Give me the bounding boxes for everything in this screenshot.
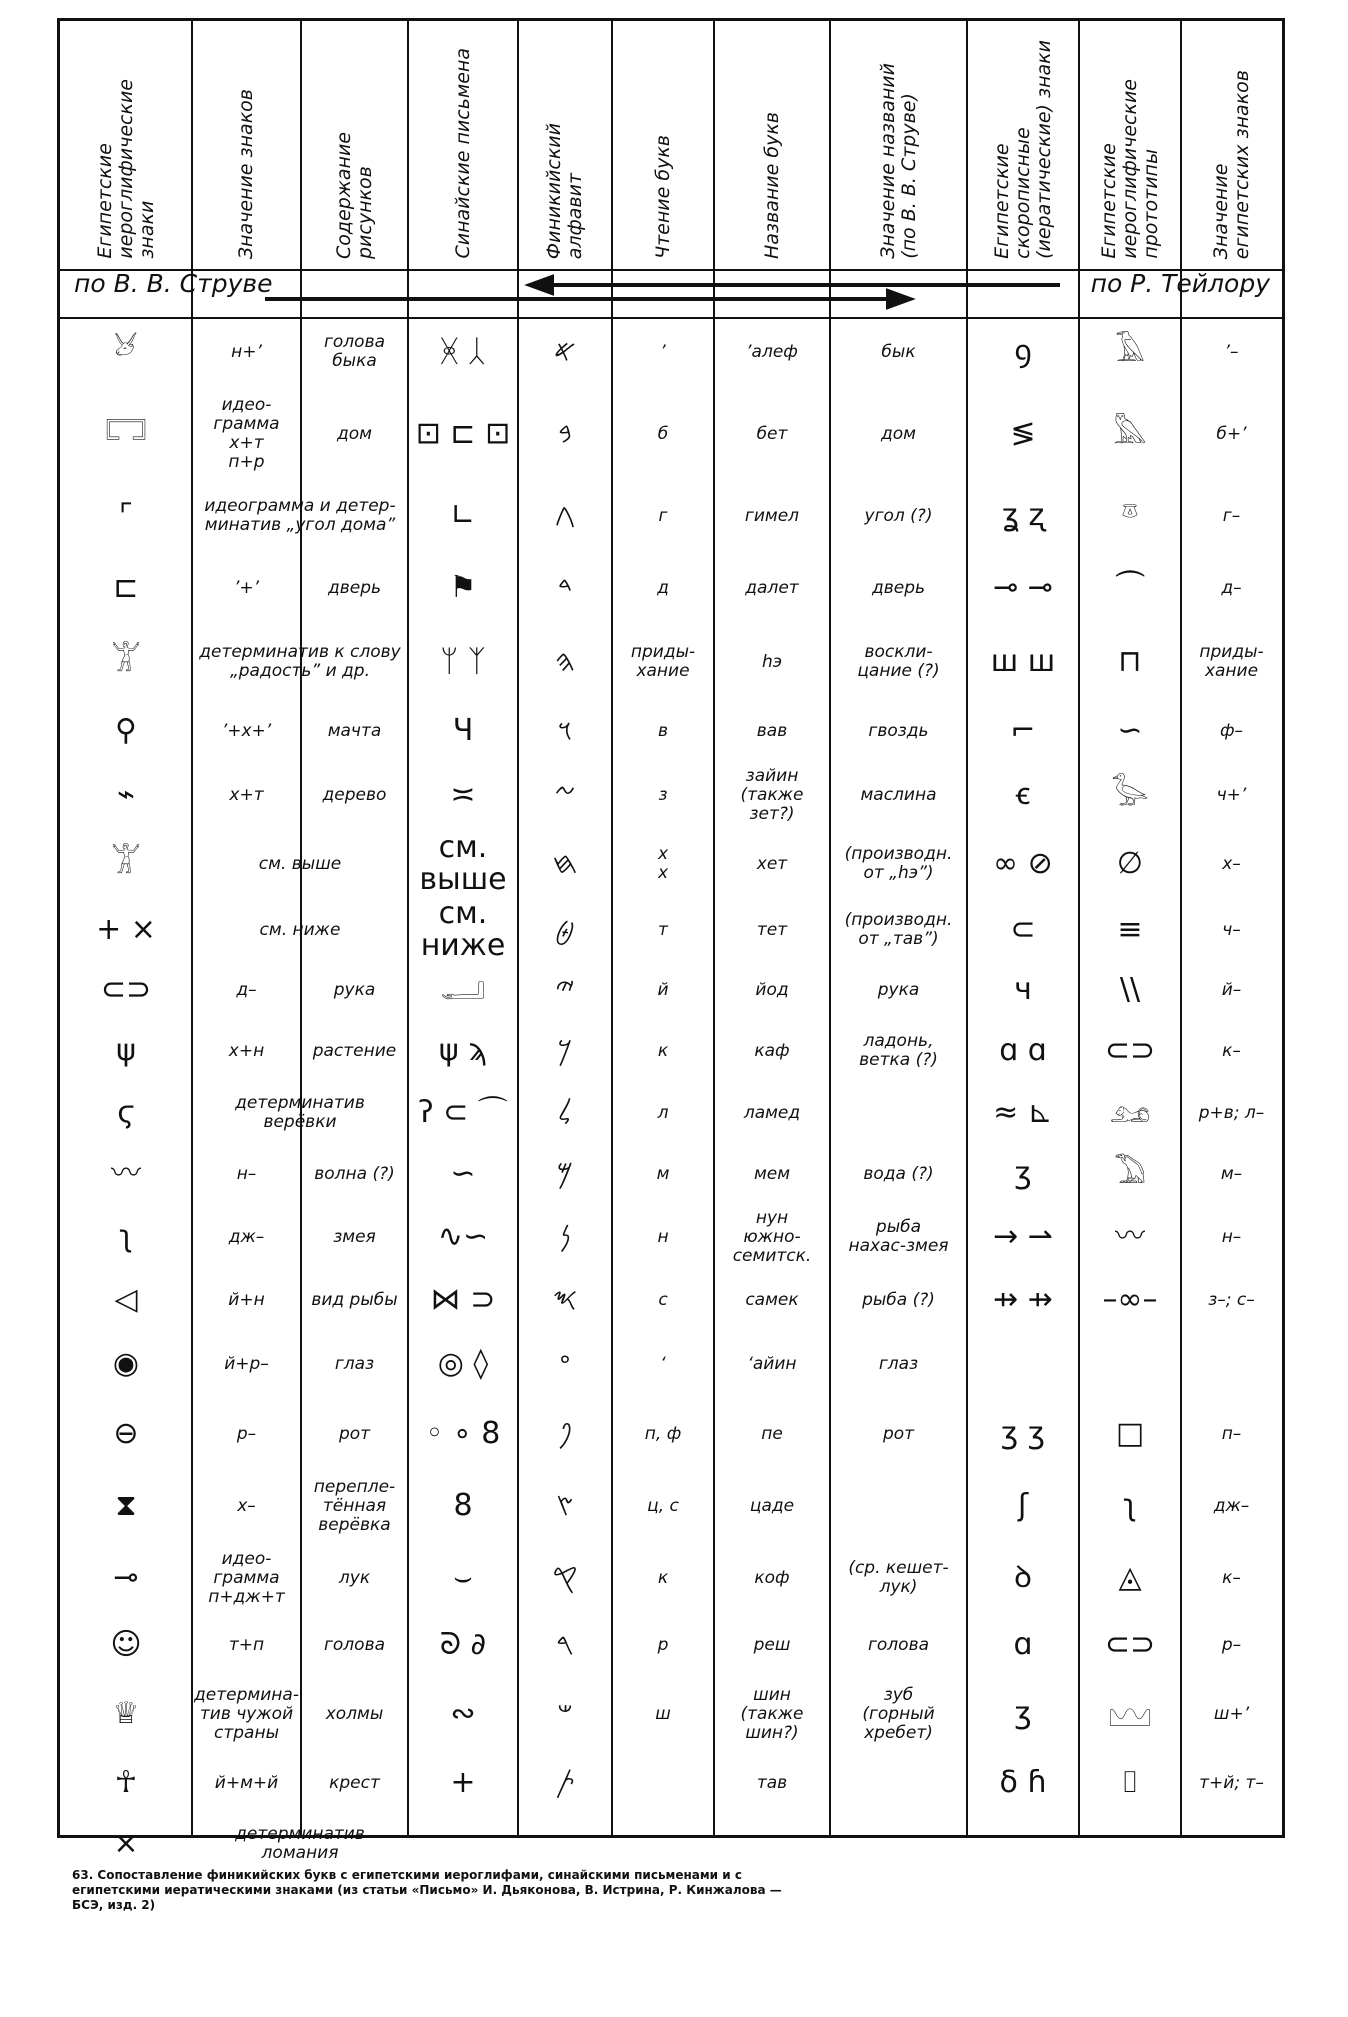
table-cell: ⊓ — [1118, 644, 1142, 679]
table-cell: растение — [312, 1040, 397, 1061]
table-cell: ⊂⊃ — [1104, 1033, 1156, 1068]
table-cell: рот — [882, 1423, 915, 1444]
table-cell: рот — [338, 1423, 371, 1444]
table-cell: й+р– — [224, 1353, 269, 1374]
table-cell: ◬ — [1118, 1560, 1142, 1595]
table-cell: 𐤍 — [559, 1219, 571, 1254]
table-cell: 𓅓 — [1113, 416, 1147, 451]
table-cell: ч– — [1222, 919, 1241, 940]
table-cell: 〰 — [111, 1156, 141, 1191]
table-cell: ш ш — [990, 644, 1056, 679]
table-cell: р+в; л– — [1198, 1102, 1265, 1123]
table-cell: холмы — [325, 1703, 384, 1724]
table-cell: ’ — [660, 341, 666, 362]
table-cell: ∽ — [450, 1156, 476, 1191]
table-cell: детерминатив к слову „радость” и др. — [199, 642, 401, 681]
table-cell: мем — [753, 1163, 791, 1184]
table-cell: 𓃭 — [1109, 1095, 1151, 1130]
table-cell: н — [657, 1226, 669, 1247]
table-cell: 𓅐 — [1114, 1156, 1146, 1191]
table-cell: ладонь, ветка (?) — [859, 1031, 938, 1070]
table-cell: ∽ — [1117, 713, 1143, 748]
table-cell: лук — [338, 1567, 371, 1588]
table-cell: 𐤈 — [555, 912, 575, 947]
table-cell: 𓎼 — [1121, 498, 1139, 533]
table-cell: ʔ ⊂ ⌒ — [418, 1095, 508, 1130]
table-cell: ⊸ ⊸ — [993, 570, 1053, 605]
table-cell: ⌐ — [1010, 713, 1036, 748]
table-cell: вав — [756, 720, 788, 741]
table-cell: ≍ — [450, 777, 476, 812]
table-cell: к — [657, 1040, 669, 1061]
table-cell: □ — [1115, 1416, 1145, 1451]
table-cell: (производн. от „тав”) — [844, 910, 953, 949]
table-cell: глаз — [334, 1353, 375, 1374]
table-cell: реш — [753, 1634, 791, 1655]
table-cell: голова — [323, 1634, 386, 1655]
table-cell: приды- хание — [1199, 642, 1264, 681]
table-cell: 𓅭 — [1111, 777, 1149, 812]
table-cell: 8 — [453, 1488, 473, 1523]
table-cell: ц, с — [647, 1495, 679, 1516]
column-header — [967, 29, 1079, 259]
table-cell: ⇸ ⇸ — [993, 1282, 1053, 1317]
column-header — [612, 29, 714, 259]
column-header-label: Финикийский алфавит — [543, 122, 586, 259]
table-cell: (производн. от „hэ”) — [844, 844, 953, 883]
table-cell: далет — [745, 577, 799, 598]
table-cell: дом — [881, 423, 916, 444]
table-cell: ϛ — [117, 1095, 135, 1130]
table-cell: идео- грамма х+т п+р — [213, 395, 280, 472]
table-cell: хет — [756, 853, 788, 874]
table-cell: 𐤑 — [556, 1488, 574, 1523]
table-cell: голова — [867, 1634, 930, 1655]
table-cell: дверь — [871, 577, 926, 598]
table-cell: ⌣ — [453, 1560, 473, 1595]
table-cell: д — [657, 577, 669, 598]
table-cell: ꝯ — [1014, 334, 1032, 369]
table-cell: бет — [756, 423, 788, 444]
table-cell: hэ — [761, 651, 783, 672]
table-cell: ≶ — [1010, 416, 1036, 451]
table-cell: ʃ — [1017, 1488, 1029, 1523]
table-cell: з–; с– — [1208, 1289, 1255, 1310]
table-cell: 𐤊 — [557, 1033, 573, 1068]
table-cell: дверь — [327, 577, 382, 598]
table-cell: й+н — [228, 1289, 265, 1310]
table-cell: маслина — [860, 784, 937, 805]
table-cell: волна (?) — [314, 1163, 395, 1184]
column-header-label: Синайские письмена — [451, 48, 474, 259]
column-header-label: Чтение букв — [651, 135, 674, 259]
table-cell: цаде — [749, 1495, 795, 1516]
table-cell: ◎ ◊ — [437, 1346, 489, 1381]
column-header-label: Египетские иероглифические знаки — [93, 79, 158, 259]
table-cell: ʒ — [1014, 1696, 1032, 1731]
column-header — [301, 29, 408, 259]
table-cell: 𐤌 — [556, 1156, 574, 1191]
table-cell: ∾ — [450, 1696, 476, 1731]
table-cell: тет — [756, 919, 788, 940]
table-cell: ⊂⊃ — [1104, 1627, 1156, 1662]
table-cell: 𓃾 — [114, 334, 138, 369]
table-cell: ψ ϡ — [438, 1033, 488, 1068]
table-cell: ’– — [1224, 341, 1239, 362]
table-cell: б — [657, 423, 669, 444]
figure-caption: 63. Сопоставление финикийских букв с египетскими иероглифами, синайскими письменами и с египетскими иератическими знаками (из статьи «Письмо» И. Дьяконова, В. Истрина, Р. Кинжалова — БСЭ, изд. 2) — [72, 1868, 782, 1912]
table-cell: 𓉐 — [105, 416, 147, 451]
table-cell: Ч — [452, 713, 474, 748]
table-cell: ⚑ — [449, 570, 477, 605]
table-cell: рыба нахас-змея — [848, 1217, 949, 1256]
table-cell: г– — [1222, 505, 1241, 526]
table-cell: ч — [1014, 972, 1032, 1007]
table-cell: ᛘ ᛉ — [440, 644, 486, 679]
table-cell: идео- грамма п+дж+т — [208, 1548, 285, 1607]
table-cell: самек — [745, 1289, 799, 1310]
table-cell: ⊏ — [113, 570, 139, 605]
table-cell: ш — [655, 1703, 671, 1724]
column-header — [60, 29, 192, 259]
table-cell: крест — [329, 1772, 380, 1793]
table-cell: ∟ — [450, 498, 476, 533]
column-header-label: Содержание рисунков — [332, 132, 376, 259]
table-cell: 〰 — [1115, 1219, 1145, 1254]
table-cell: 𓂝 — [440, 972, 486, 1007]
table-cell: п– — [1221, 1423, 1242, 1444]
table-cell: ч+’ — [1216, 784, 1247, 805]
table-cell: ψ — [116, 1033, 136, 1068]
table-cell: п, ф — [644, 1423, 682, 1444]
table-cell: й — [657, 979, 669, 1000]
column-header-label: Египетские скорописные (иератические) знаки — [990, 40, 1055, 259]
table-cell: йод — [755, 979, 789, 1000]
table-cell: 𐤁 — [558, 416, 572, 451]
table-cell: ∞ ⊘ — [993, 846, 1053, 881]
table-cell: гимел — [744, 505, 800, 526]
table-cell: ʓ ʐ — [1001, 498, 1045, 533]
table-cell: ‘айин — [747, 1353, 797, 1374]
table-cell: гвоздь — [868, 720, 929, 741]
table-cell: перепле- тённая верёвка — [313, 1476, 396, 1535]
direction-arrows — [60, 269, 1288, 329]
table-cell: 𐤎 — [552, 1282, 578, 1317]
table-cell: ӡ ӡ — [1000, 1416, 1046, 1451]
table-cell: ⌁ — [116, 777, 136, 812]
table-cell: см. ниже — [420, 896, 506, 963]
table-cell: ☺ — [110, 1627, 142, 1662]
table-cell: идеограмма и детер- минатив „угол дома” — [204, 496, 396, 535]
table-cell: дерево — [322, 784, 387, 805]
table-cell: х– — [1222, 853, 1241, 874]
table-cell: воскли- цание (?) — [857, 642, 940, 681]
table-cell: ◦ ∘ 8 — [425, 1416, 501, 1451]
table-cell: 𐤋 — [557, 1095, 573, 1130]
table-cell: 𐤆 — [554, 777, 576, 812]
table-cell: к — [657, 1567, 669, 1588]
table-cell: 𐤄 — [554, 644, 576, 679]
arrow-left — [530, 277, 1060, 293]
table-cell: н– — [236, 1163, 257, 1184]
table-cell: ⌷ — [1121, 1765, 1139, 1800]
table-cell: приды- хание — [630, 642, 696, 681]
column-header-label: Название букв — [760, 111, 783, 259]
table-cell: ◁ — [114, 1282, 138, 1317]
table-cell: угол (?) — [864, 505, 933, 526]
table-cell: х– — [237, 1495, 256, 1516]
table-cell: 𐤃 — [557, 570, 573, 605]
table-cell: х+н — [228, 1040, 265, 1061]
table-cell: ᚸ ᛸ — [440, 334, 486, 369]
table-cell: ф– — [1219, 720, 1244, 741]
table-cell: х х — [657, 844, 669, 883]
table-cell: ♕ — [112, 1696, 140, 1731]
column-header — [714, 29, 830, 259]
table-cell: рука — [333, 979, 376, 1000]
table-cell: 𐤅 — [557, 713, 573, 748]
table-cell: ɑ ɑ — [999, 1033, 1047, 1068]
table-cell: з — [658, 784, 668, 805]
table-cell: б+’ — [1216, 423, 1247, 444]
arrow-right — [265, 291, 910, 307]
table-cell: г — [658, 505, 668, 526]
column-header-label: Значение знаков — [235, 88, 257, 259]
band-left-label: по В. В. Струве — [74, 269, 273, 298]
table-cell: + × — [96, 912, 156, 947]
column-header — [518, 29, 612, 259]
table-cell: ʒ — [1014, 1156, 1032, 1191]
table-cell: голова быка — [323, 332, 386, 371]
table-cell: × — [113, 1826, 139, 1861]
table-cell: 𐤀 — [553, 334, 577, 369]
column-header — [1181, 29, 1282, 259]
table-cell: 𐤐 — [557, 1416, 573, 1451]
band-right-label: по Р. Тейлору — [1090, 269, 1270, 298]
table-cell: 𐤂 — [554, 498, 576, 533]
table-cell: 𐤇 — [552, 846, 578, 881]
table-cell: 𐤕 — [555, 1765, 575, 1800]
table-cell: ꞓ — [1015, 777, 1031, 812]
table-cell: –∞– — [1102, 1282, 1158, 1317]
table-cell: дж– — [228, 1226, 265, 1247]
table-cell: д– — [1221, 577, 1242, 598]
table-cell: + — [450, 1765, 476, 1800]
table-cell: ⌜ — [118, 498, 134, 533]
table-cell: ⋈ ⊃ — [430, 1282, 496, 1317]
table-cell: ⊡ ⊏ ⊡ — [415, 416, 511, 451]
column-header — [1079, 29, 1181, 259]
table-cell: вода (?) — [863, 1163, 934, 1184]
table-cell: рыба (?) — [862, 1289, 935, 1310]
table-cell: ʅ — [1123, 1488, 1137, 1523]
table-cell: ≡ — [1117, 912, 1143, 947]
table-cell: д– — [236, 979, 257, 1000]
table-cell: глаз — [878, 1353, 919, 1374]
table-cell: н+’ — [231, 341, 262, 362]
table-cell: ∿∽ — [437, 1219, 489, 1254]
table-cell: ш+’ — [1213, 1703, 1250, 1724]
table-cell: к– — [1222, 1040, 1241, 1061]
table-cell: дом — [337, 423, 372, 444]
table-cell: зайин (также зет?) — [740, 765, 804, 824]
table-cell: ◉ — [112, 1346, 140, 1381]
table-cell: рука — [877, 979, 920, 1000]
table-cell: р– — [236, 1423, 257, 1444]
table-cell: к– — [1222, 1567, 1241, 1588]
table-cell: м — [656, 1163, 670, 1184]
table-cell: мачта — [327, 720, 382, 741]
table-cell: 𐤓 — [556, 1627, 574, 1662]
table-cell: х+т — [229, 784, 264, 805]
table-cell: ʅ — [119, 1219, 133, 1254]
table-cell: см. выше — [419, 830, 507, 897]
table-cell: 𓀠 — [111, 846, 141, 881]
column-header-label: Значение египетских знаков — [1209, 69, 1253, 259]
table-cell: 𐤒 — [552, 1560, 578, 1595]
table-cell: пе — [761, 1423, 783, 1444]
table-cell: дж– — [1213, 1495, 1250, 1516]
table-cell: л — [657, 1102, 669, 1123]
table-cell: т+й; т– — [1199, 1772, 1264, 1793]
table-cell: й– — [1221, 979, 1242, 1000]
table-cell: р– — [1221, 1634, 1242, 1655]
comparison-table — [57, 18, 1285, 1863]
column-header — [408, 29, 518, 259]
table-cell: 𓄿 — [1115, 334, 1145, 369]
table-cell: → ⇀ — [993, 1219, 1053, 1254]
table-cell: вид рыбы — [311, 1289, 398, 1310]
table-cell: ⧗ — [115, 1488, 137, 1523]
table-cell: 𓀠 — [111, 644, 141, 679]
table-cell: ’алеф — [746, 341, 798, 362]
column-header-label: Египетские иероглифические прототипы — [1097, 79, 1162, 259]
table-cell: с — [658, 1289, 668, 1310]
table-cell: коф — [754, 1567, 790, 1588]
table-cell: змея — [333, 1226, 376, 1247]
table-cell: ☥ — [114, 1765, 138, 1800]
table-cell: (ср. кешет- лук) — [848, 1558, 949, 1597]
table-cell: 𐤔 — [557, 1696, 573, 1731]
table-cell: \\ — [1119, 972, 1141, 1007]
table-cell: ламед — [743, 1102, 801, 1123]
table-cell: δ ɦ — [999, 1765, 1047, 1800]
table-cell: ⊂ — [1010, 912, 1036, 947]
table-cell: ⊖ — [113, 1416, 139, 1451]
table-cell: бык — [881, 341, 916, 362]
table-cell: ɑ — [1013, 1627, 1033, 1662]
table-cell: ⊸ — [113, 1560, 139, 1595]
table-cell: зуб (горный хребет) — [862, 1684, 935, 1743]
column-header — [192, 29, 301, 259]
table-cell: ꝺ — [1014, 1560, 1032, 1595]
table-cell: й+м+й — [214, 1772, 279, 1793]
table-cell: м– — [1220, 1163, 1243, 1184]
table-cell: в — [657, 720, 669, 741]
table-cell: ∅ — [1116, 846, 1144, 881]
column-header-label: Значение названий (по В. В. Струве) — [876, 63, 920, 259]
table-cell: детермина- тив чужой страны — [194, 1684, 299, 1743]
column-header — [830, 29, 967, 259]
table-cell: детерминатив верёвки — [235, 1093, 365, 1132]
table-cell: ≈ ⊾ — [993, 1095, 1053, 1130]
table-cell: 𐤏 — [559, 1346, 571, 1381]
table-cell: р — [657, 1634, 669, 1655]
table-cell: т — [658, 919, 668, 940]
table-cell: тав — [756, 1772, 788, 1793]
table-cell: ’+х+’ — [221, 720, 272, 741]
table-cell: 𓈉 — [1108, 1696, 1152, 1731]
table-cell: нун южно- семитск. — [732, 1207, 812, 1266]
table-cell: шин (также шин?) — [740, 1684, 804, 1743]
table-cell: детерминатив ломания — [235, 1824, 365, 1863]
table-cell: ⊂⊃ — [100, 972, 152, 1007]
table-cell: ᘐ ∂ — [439, 1627, 487, 1662]
table-cell: см. ниже — [259, 919, 341, 940]
table-cell: ⚲ — [115, 713, 137, 748]
table-cell: каф — [754, 1040, 790, 1061]
table-cell: ⏜ — [1115, 570, 1145, 605]
table-cell: см. выше — [258, 853, 342, 874]
table-cell: н– — [1221, 1226, 1242, 1247]
table-cell: 𐤉 — [555, 972, 575, 1007]
table-cell: ‘ — [660, 1353, 666, 1374]
table-cell: т+п — [228, 1634, 265, 1655]
table-cell: ’+’ — [233, 577, 260, 598]
